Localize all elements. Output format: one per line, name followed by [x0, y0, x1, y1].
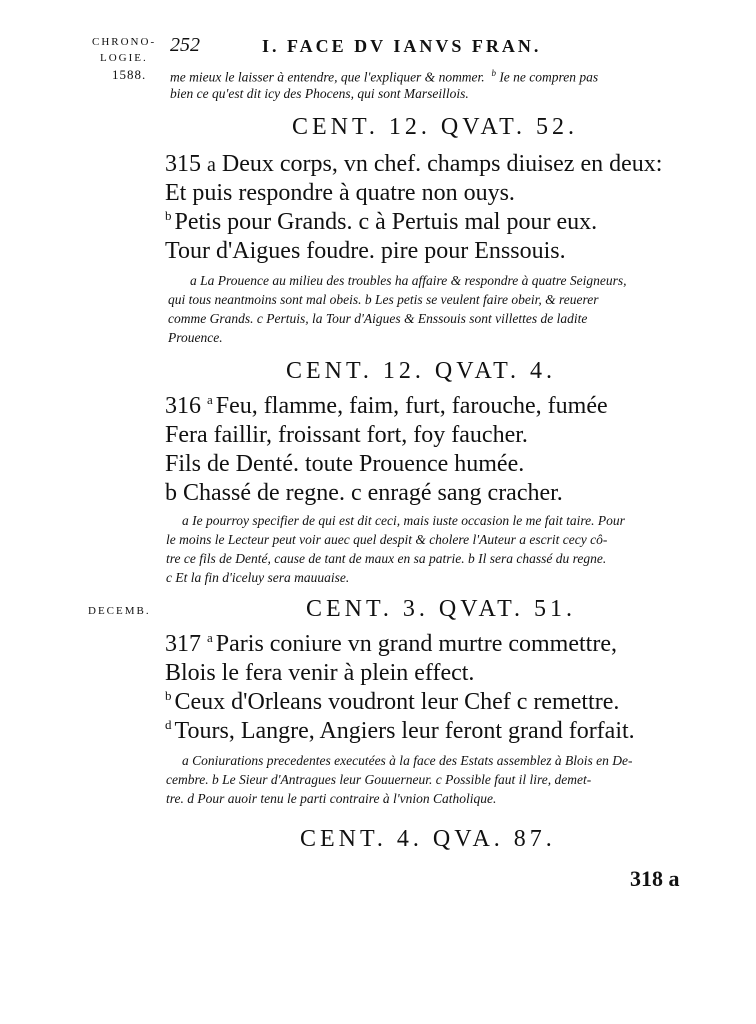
block2-note4: c Et la fin d'iceluy sera mauuaise.	[166, 570, 350, 585]
block1-verse3: $^b$ Petis pour Grands. c à Pertuis mal pour eux.	[165, 208, 598, 235]
top-note-line2: bien ce qu'est dit icy des Phocens, qui sont Marseillois.	[170, 86, 469, 101]
block3-verse4: $^d$ Tours, Langre, Angiers leur feront grand forfait.	[165, 717, 635, 744]
block1-note1: a La Prouence au milieu des troubles ha affaire & respondre à quatre Seigneurs,	[190, 273, 627, 288]
block2-verse4: b Chassé de regne. c enragé sang cracher.	[165, 480, 563, 506]
margin-month: DECEMB.	[88, 605, 151, 617]
running-title: I. FACE DV IANVS FRAN.	[262, 36, 542, 56]
block3-note1: a Coniurations precedentes executées à la face des Estats assemblez à Blois en De-	[182, 753, 633, 768]
block1-verse1: 315 a Deux corps, vn chef. champs diuisez en deux:	[165, 151, 663, 177]
block3-verse1: 317 $^a$ Paris coniure vn grand murtre commettre,	[165, 630, 617, 657]
block1-note2: qui tous neantmoins sont mal obeis. b Les petis se veulent faire obeir, & reuerer	[168, 292, 599, 307]
block1-verse4: Tour d'Aigues foudre. pire pour Enssouis.	[165, 238, 566, 264]
block3-heading: CENT. 3. QVAT. 51.	[306, 596, 576, 622]
margin-year: 1588.	[112, 67, 147, 82]
block2-note2: le moins le Lecteur peut voir auec quel despit & cholere l'Auteur a escrit cecy cô-	[166, 532, 608, 547]
block2-note3: tre ce fils de Denté, cause de tant de maux en sa patrie. b Il sera chassé du regne.	[166, 551, 607, 566]
block1-heading: CENT. 12. QVAT. 52.	[292, 114, 578, 140]
block3-note2: cembre. b Le Sieur d'Antragues leur Gouuerneur. c Possible faut il lire, demet-	[166, 772, 592, 787]
block3-note3: tre. d Pour auoir tenu le parti contraire à l'vnion Catholique.	[166, 791, 497, 806]
block2-verse2: Fera faillir, froissant fort, foy faucher.	[165, 422, 528, 448]
block4-heading: CENT. 4. QVA. 87.	[300, 826, 556, 852]
block2-verse3: Fils de Denté. toute Prouence humée.	[165, 451, 525, 477]
block1-note4: Prouence.	[168, 330, 223, 345]
page-number: 252	[170, 34, 200, 56]
margin-chronologie-line1: CHRONO-	[92, 36, 157, 48]
block3-verse3: $^b$ Ceux d'Orleans voudront leur Chef c remettre.	[165, 688, 620, 715]
block2-verse1: 316 $^a$ Feu, flamme, faim, furt, farouche, fumée	[165, 392, 608, 419]
block1-verse2: Et puis respondre à quatre non ouys.	[165, 180, 515, 206]
block1-note3: comme Grands. c Pertuis, la Tour d'Aigues & Enssouis sont villettes de ladite	[168, 311, 588, 326]
block2-note1: a Ie pourroy specifier de qui est dit ceci, mais iuste occasion le me fait taire. Pour	[182, 513, 625, 528]
block2-heading: CENT. 12. QVAT. 4.	[286, 358, 556, 384]
block3-verse2: Blois le fera venir à plein effect.	[165, 660, 475, 686]
catchword: 318 a	[630, 866, 680, 891]
top-note-line1: me mieux le laisser à entendre, que l'expliquer & nommer. $^b$ Ie ne compren pas	[170, 68, 599, 85]
margin-chronologie-line2: LOGIE.	[100, 52, 148, 64]
